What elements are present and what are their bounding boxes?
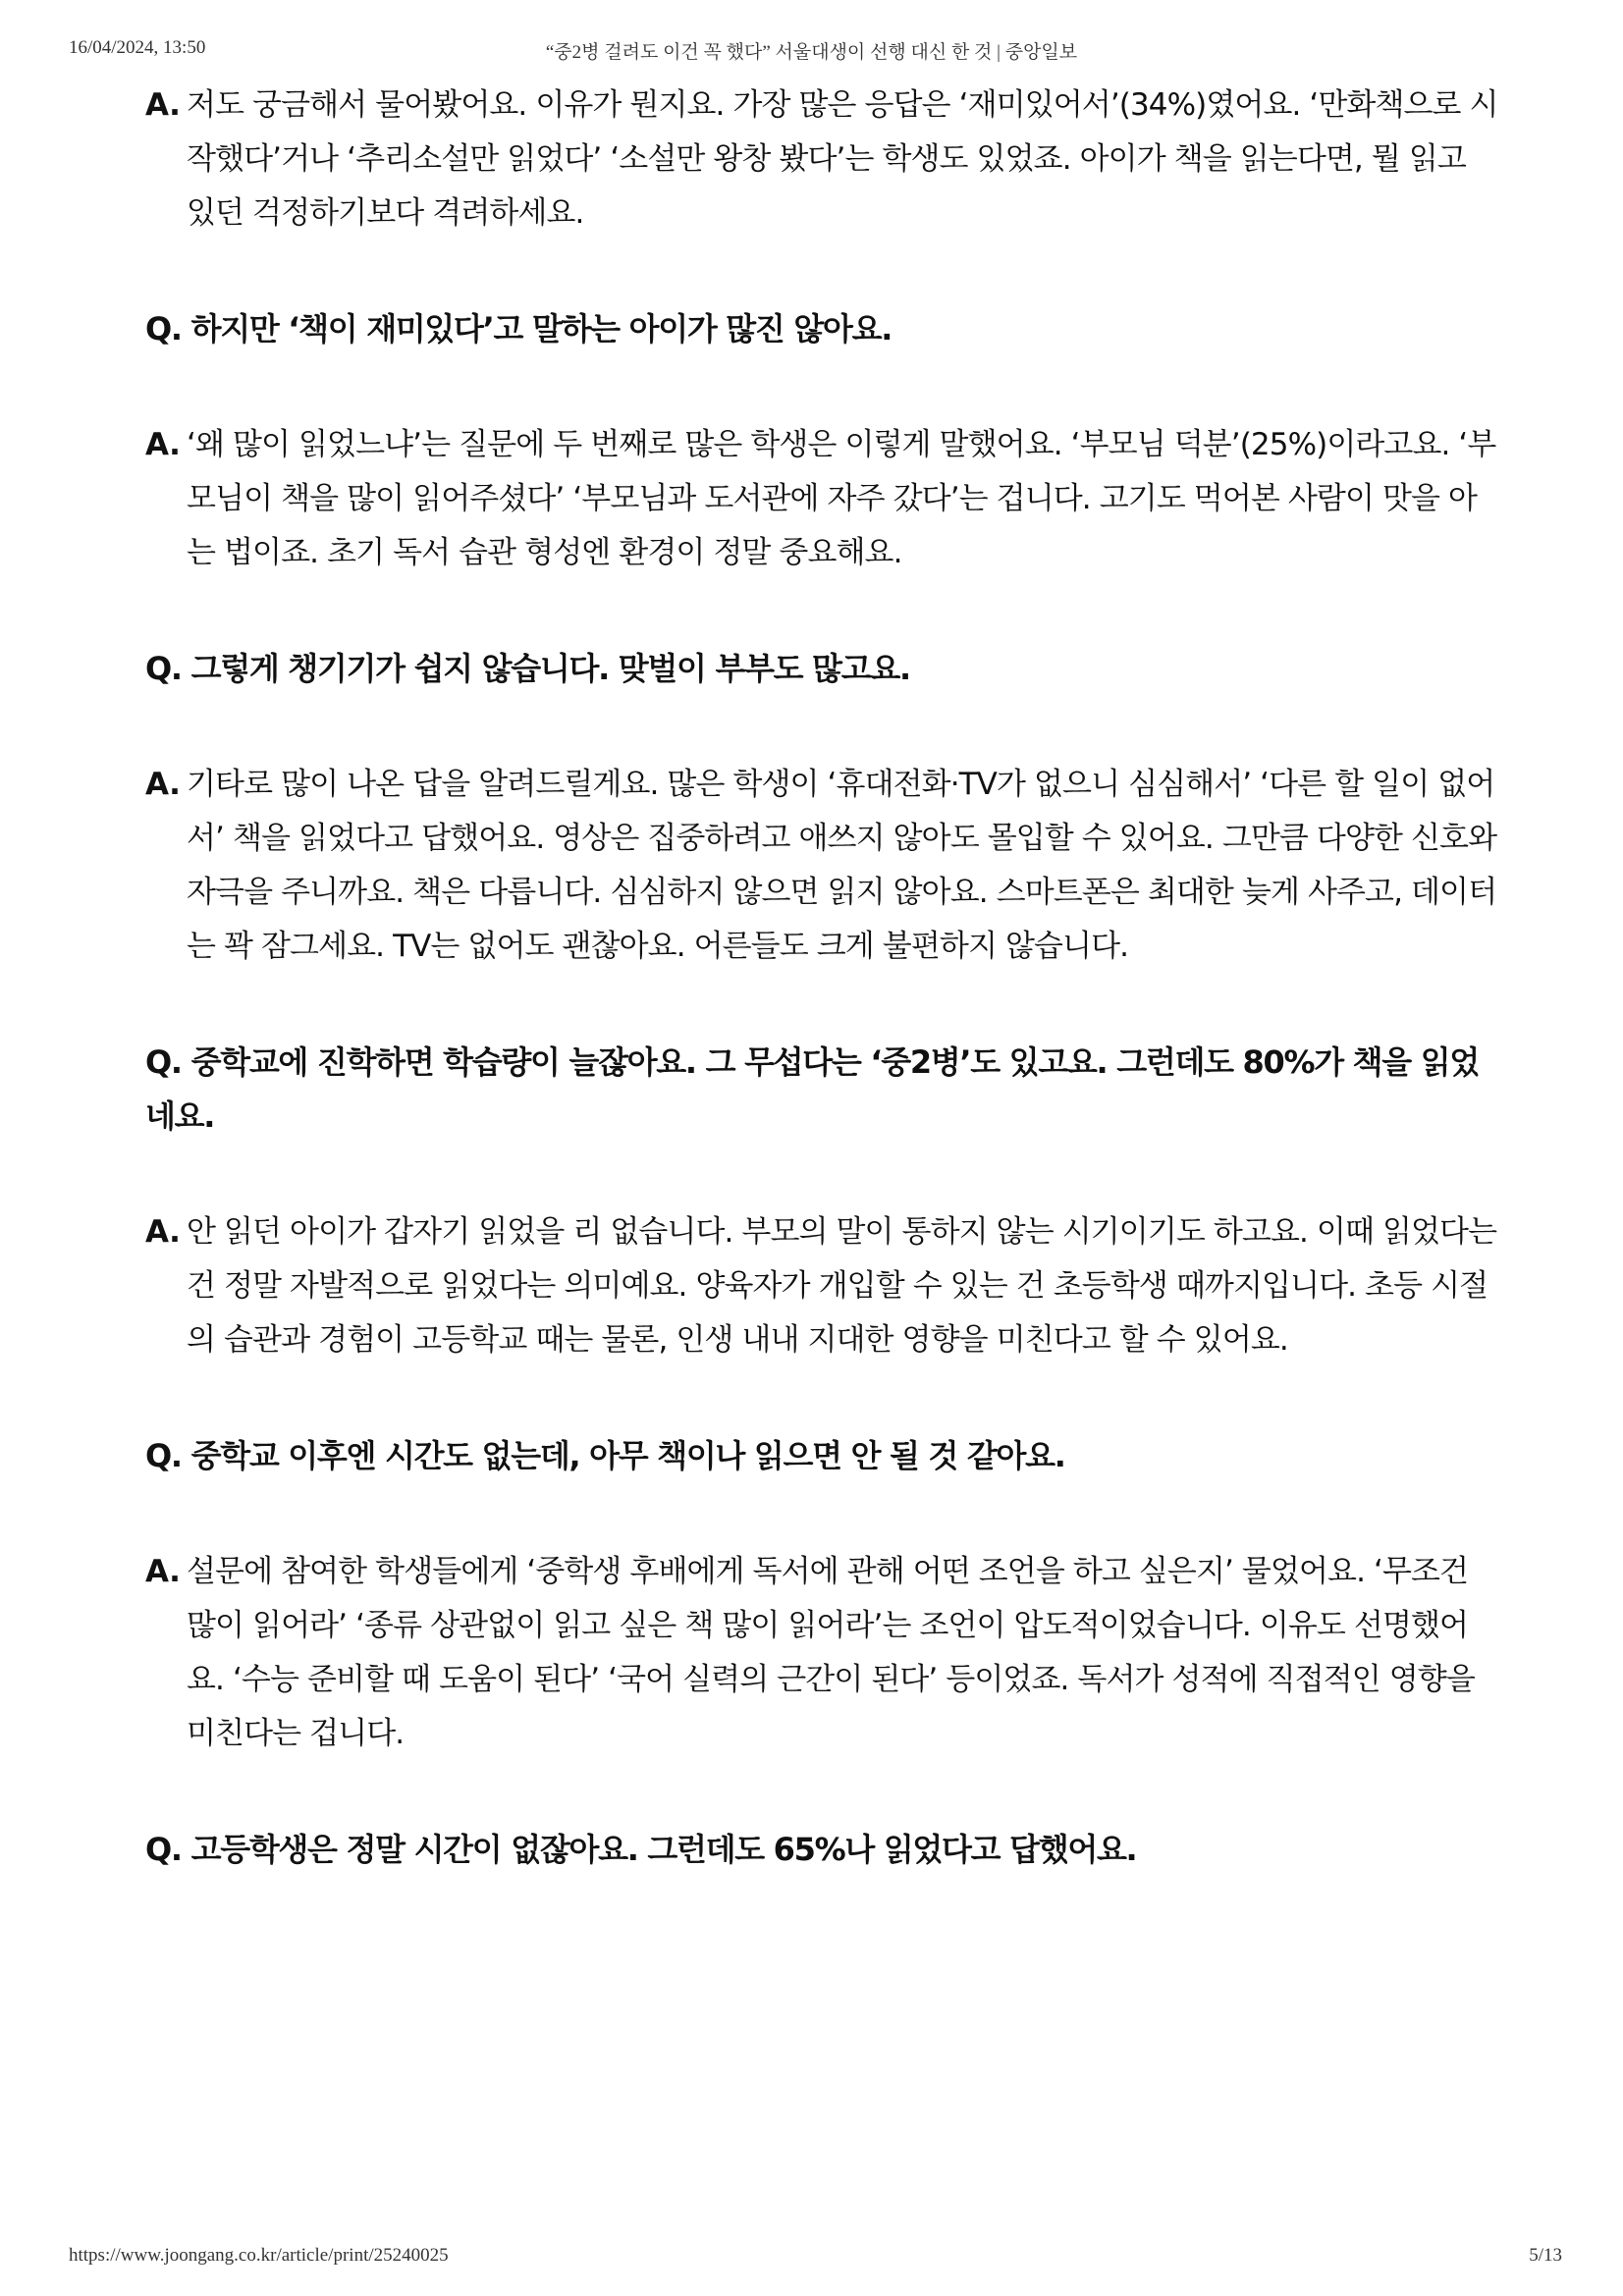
question-heading: Q. 하지만 ‘책이 재미있다’고 말하는 아이가 많진 않아요.	[145, 310, 893, 347]
question-heading: Q. 고등학생은 정말 시간이 없잖아요. 그런데도 65%나 읽었다고 답했어요.	[145, 1831, 1137, 1868]
answer-paragraph	[145, 758, 1500, 974]
article-body	[145, 79, 1500, 1877]
question-heading: Q. 중학교 이후엔 시간도 없는데, 아무 책이나 읽으면 안 될 것 같아요.	[145, 1437, 1065, 1474]
answer-text: 저도 궁금해서 물어봤어요. 이유가 뭔지요. 가장 많은 응답은 ‘재미있어서’(34%)였어요. ‘만화책으로 시작했다’거나 ‘추리소설만 읽었다’ ‘소설만 왕창 봤다’는 학생도 있었죠. 아이가 책을 읽는다면, 뭘 읽고 있던 걱정하기보다 격려하세요.	[187, 87, 1498, 231]
answer-paragraph	[145, 418, 1500, 580]
answer-text: 설문에 참여한 학생들에게 ‘중학생 후배에게 독서에 관해 어떤 조언을 하고 싶은지’ 물었어요. ‘무조건 많이 읽어라’ ‘종류 상관없이 읽고 싶은 책 많이 읽어라’는 조언이 압도적이었습니다. 이유도 선명했어요. ‘수능 준비할 때 도움이 된다’ ‘국어 실력의 근간이 된다’ 등이었죠. 독서가 성적에 직접적인 영향을 미친다는 겁니다.	[187, 1554, 1475, 1751]
answer-paragraph	[145, 79, 1500, 240]
answer-text: 기타로 많이 나온 답을 알려드릴게요. 많은 학생이 ‘휴대전화·TV가 없으니 심심해서’ ‘다른 할 일이 없어서’ 책을 읽었다고 답했어요. 영상은 집중하려고 애쓰지 않아도 몰입할 수 있어요. 그만큼 다양한 신호와 자극을 주니까요. 책은 다릅니다. 심심하지 않으면 읽지 않아요. 스마트폰은 최대한 늦게 사주고, 데이터는 꽉 잠그세요. TV는 없어도 괜찮아요. 어른들도 크게 불편하지 않습니다.	[187, 767, 1497, 964]
answer-paragraph	[145, 1545, 1500, 1761]
article-print-url[interactable]: https://www.joongang.co.kr/article/print/25240025	[69, 2245, 449, 2266]
print-page-title: “중2병 걸려도 이건 꼭 했다” 서울대생이 선행 대신 한 것 | 중앙일보	[545, 42, 1078, 63]
print-footer	[0, 2237, 1623, 2296]
question-heading: Q. 그렇게 챙기기가 쉽지 않습니다. 맞벌이 부부도 많고요.	[145, 650, 910, 687]
answer-marker: A.	[145, 1214, 181, 1250]
question-heading: Q. 중학교에 진학하면 학습량이 늘잖아요. 그 무섭다는 ‘중2병’도 있고요. 그런데도 80%가 책을 읽었네요.	[145, 1043, 1479, 1135]
answer-text: ‘왜 많이 읽었느냐’는 질문에 두 번째로 많은 학생은 이렇게 말했어요. ‘부모님 덕분’(25%)이라고요. ‘부모님이 책을 많이 읽어주셨다’ ‘부모님과 도서관에 자주 갔다’는 겁니다. 고기도 먹어본 사람이 맛을 아는 법이죠. 초기 독서 습관 형성엔 환경이 정말 중요해요.	[187, 427, 1496, 570]
page-number: 5/13	[1529, 2245, 1562, 2266]
answer-marker: A.	[145, 427, 181, 462]
answer-marker: A.	[145, 87, 181, 123]
answer-marker: A.	[145, 767, 181, 802]
answer-text: 안 읽던 아이가 갑자기 읽었을 리 없습니다. 부모의 말이 통하지 않는 시기이기도 하고요. 이때 읽었다는 건 정말 자발적으로 읽었다는 의미예요. 양육자가 개입할 수 있는 건 초등학생 때까지입니다. 초등 시절의 습관과 경험이 고등학교 때는 물론, 인생 내내 지대한 영향을 미친다고 할 수 있어요.	[187, 1214, 1497, 1358]
answer-paragraph	[145, 1205, 1500, 1367]
print-datetime: 16/04/2024, 13:50	[69, 37, 206, 58]
answer-marker: A.	[145, 1554, 181, 1589]
print-header	[0, 0, 1623, 63]
